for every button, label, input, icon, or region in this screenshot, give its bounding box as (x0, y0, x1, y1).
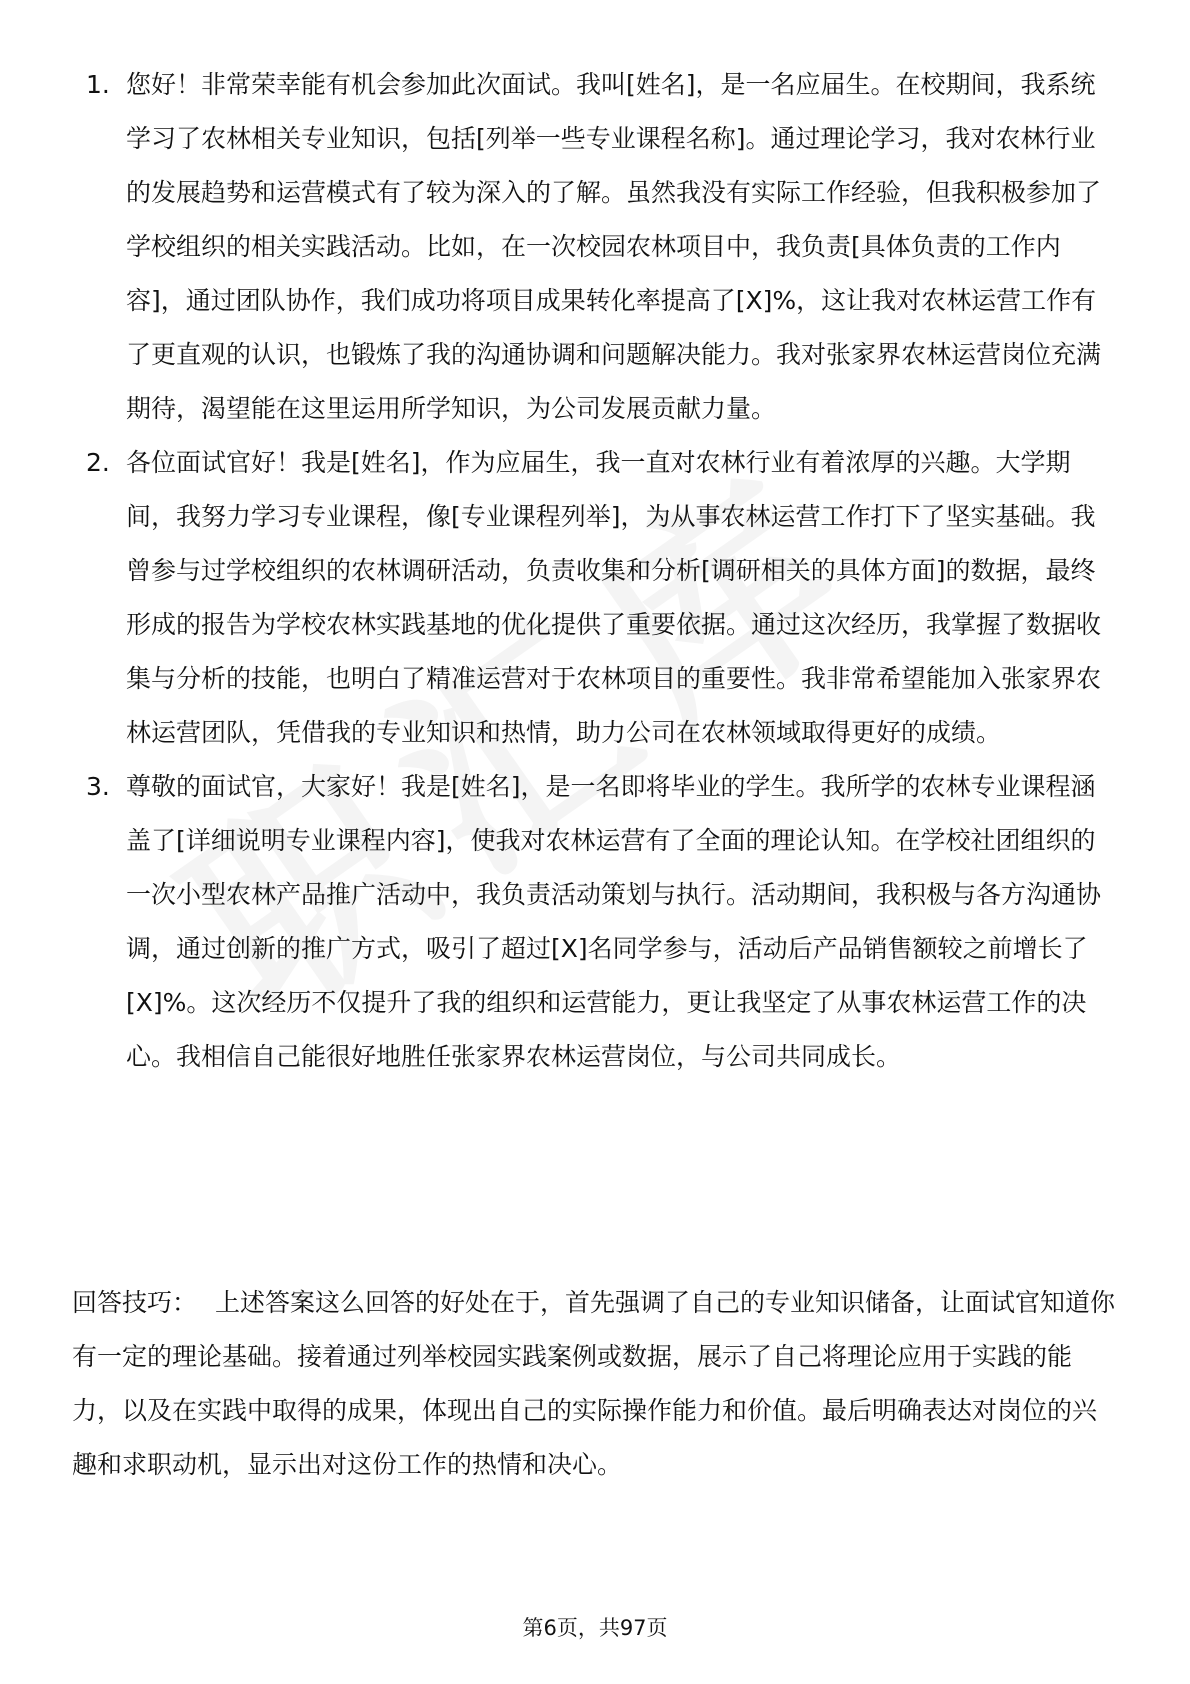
answer-number: 2. (86, 448, 110, 477)
tips-text: 上述答案这么回答的好处在于，首先强调了自己的专业知识储备，让面试官知道你有一定的理论基础。接着通过列举校园实践案例或数据，展示了自己将理论应用于实践的能力，以及在实践中取得的成果，体现出自己的实际操作能力和价值。最后明确表达对岗位的兴趣和求职动机，显示出对这份工作的热情和决心。 (72, 1288, 1116, 1479)
tips-label: 回答技巧： (72, 1288, 198, 1317)
answer-list (0, 58, 1190, 1084)
answer-text: 您好！非常荣幸能有机会参加此次面试。我叫[姓名]，是一名应届生。在校期间，我系统学习了农林相关专业知识，包括[列举一些专业课程名称]。通过理论学习，我对农林行业的发展趋势和运营模式有了较为深入的了解。虽然我没有实际工作经验，但我积极参加了学校组织的相关实践活动。比如，在一次校园农林项目中，我负责[具体负责的工作内容]，通过团队协作，我们成功将项目成果转化率提高了[X]%，这让我对农林运营工作有了更直观的认识，也锻炼了我的沟通协调和问题解决能力。我对张家界农林运营岗位充满期待，渴望能在这里运用所学知识，为公司发展贡献力量。 (126, 70, 1102, 423)
answer-tips (72, 1276, 1117, 1492)
answer-item-3 (0, 760, 1190, 1084)
answer-number: 1. (86, 70, 110, 99)
answer-item-1 (0, 58, 1190, 436)
answer-number: 3. (86, 772, 110, 801)
answer-text: 尊敬的面试官，大家好！我是[姓名]，是一名即将毕业的学生。我所学的农林专业课程涵盖了[详细说明专业课程内容]，使我对农林运营有了全面的理论认知。在学校社团组织的一次小型农林产品推广活动中，我负责活动策划与执行。活动期间，我积极与各方沟通协调，通过创新的推广方式，吸引了超过[X]名同学参与，活动后产品销售额较之前增长了[X]%。这次经历不仅提升了我的组织和运营能力，更让我坚定了从事农林运营工作的决心。我相信自己能很好地胜任张家界农林运营岗位，与公司共同成长。 (126, 772, 1102, 1071)
answer-item-2 (0, 436, 1190, 760)
answer-text: 各位面试官好！我是[姓名]，作为应届生，我一直对农林行业有着浓厚的兴趣。大学期间，我努力学习专业课程，像[专业课程列举]，为从事农林运营工作打下了坚实基础。我曾参与过学校组织的农林调研活动，负责收集和分析[调研相关的具体方面]的数据，最终形成的报告为学校农林实践基地的优化提供了重要依据。通过这次经历，我掌握了数据收集与分析的技能，也明白了精准运营对于农林项目的重要性。我非常希望能加入张家界农林运营团队，凭借我的专业知识和热情，助力公司在农林领域取得更好的成绩。 (126, 448, 1102, 747)
page-number: 第6页，共97页 (522, 1616, 668, 1640)
